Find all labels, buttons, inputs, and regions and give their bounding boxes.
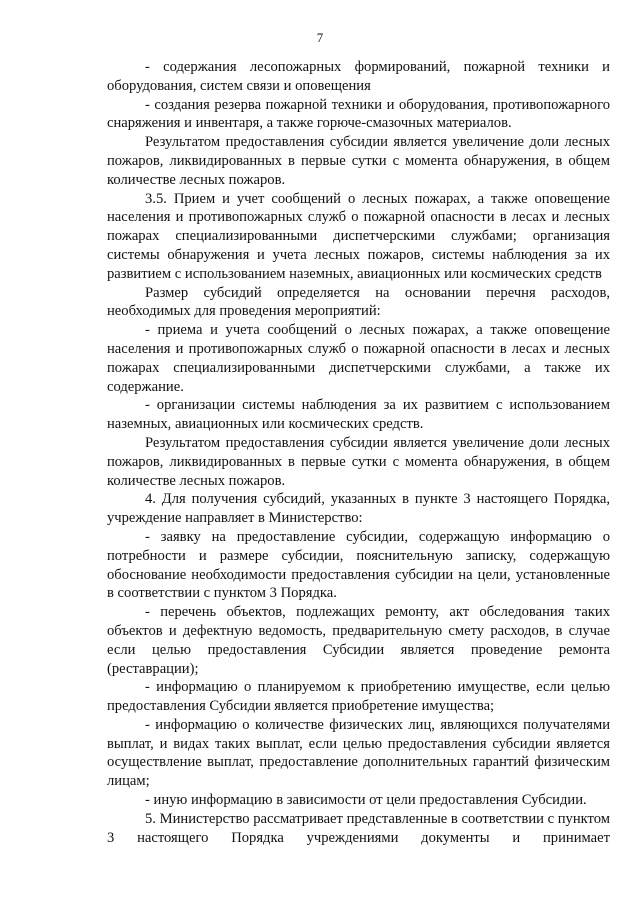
paragraph: 5. Министерство рассматривает представленные в соответствии с пунктом 3 настоящего Порядка учреждениями документы и принимает bbox=[107, 810, 610, 846]
paragraph: 4. Для получения субсидий, указанных в пункте 3 настоящего Порядка, учреждение направляет в Министерство: bbox=[107, 491, 610, 527]
paragraph: - приема и учета сообщений о лесных пожарах, а также оповещение населения и противопожарных служб о пожарной опасности в лесах и лесных пожарах специализированными диспетчерскими службами, а также их содержание. bbox=[107, 322, 610, 395]
paragraph: 3.5. Прием и учет сообщений о лесных пожарах, а также оповещение населения и противопожарных служб о пожарной опасности в лесах и лесных пожарах специализированными диспетчерскими службами; организация системы обнаружения и учета лесных пожаров, системы наблюдения за их развитием с использованием наземных, авиационных или космических средств bbox=[107, 190, 610, 282]
document-body bbox=[107, 58, 610, 847]
paragraph: - информацию о количестве физических лиц, являющихся получателями выплат, и видах таких выплат, если целью предоставления субсидии является осуществление выплат, предоставление дополнительных гарантий физическим лицам; bbox=[107, 716, 610, 790]
paragraph: - перечень объектов, подлежащих ремонту, акт обследования таких объектов и дефектную ведомость, предварительную смету расходов, в случае если целью предоставления Субсидии является проведение ремонта (реставрации); bbox=[107, 604, 610, 677]
paragraph: - информацию о планируемом к приобретению имуществе, если целью предоставления Субсидии является приобретение имущества; bbox=[107, 679, 610, 715]
paragraph: - создания резерва пожарной техники и оборудования, противопожарного снаряжения и инвентаря, а также горюче-смазочных материалов. bbox=[107, 96, 610, 132]
paragraph: Результатом предоставления субсидии является увеличение доли лесных пожаров, ликвидированных в первые сутки с момента обнаружения, в общем количестве лесных пожаров. bbox=[107, 434, 610, 489]
paragraph: - организации системы наблюдения за их развитием с использованием наземных, авиационных или космических средств. bbox=[107, 397, 610, 433]
paragraph: Результатом предоставления субсидии является увеличение доли лесных пожаров, ликвидированных в первые сутки с момента обнаружения, в общем количестве лесных пожаров. bbox=[107, 134, 610, 188]
paragraph: - содержания лесопожарных формирований, пожарной техники и оборудования, систем связи и оповещения bbox=[107, 59, 610, 94]
page-number: 7 bbox=[316, 30, 324, 45]
paragraph: Размер субсидий определяется на основании перечня расходов, необходимых для проведения мероприятий: bbox=[107, 284, 610, 320]
paragraph: - иную информацию в зависимости от цели предоставления Субсидии. bbox=[145, 792, 587, 809]
paragraph: - заявку на предоставление субсидии, содержащую информацию о потребности и размере субсидии, пояснительную записку, содержащую обоснование необходимости предоставления субсидии на цели, установленные в соответствии с пунктом 3 Порядка. bbox=[107, 528, 610, 602]
